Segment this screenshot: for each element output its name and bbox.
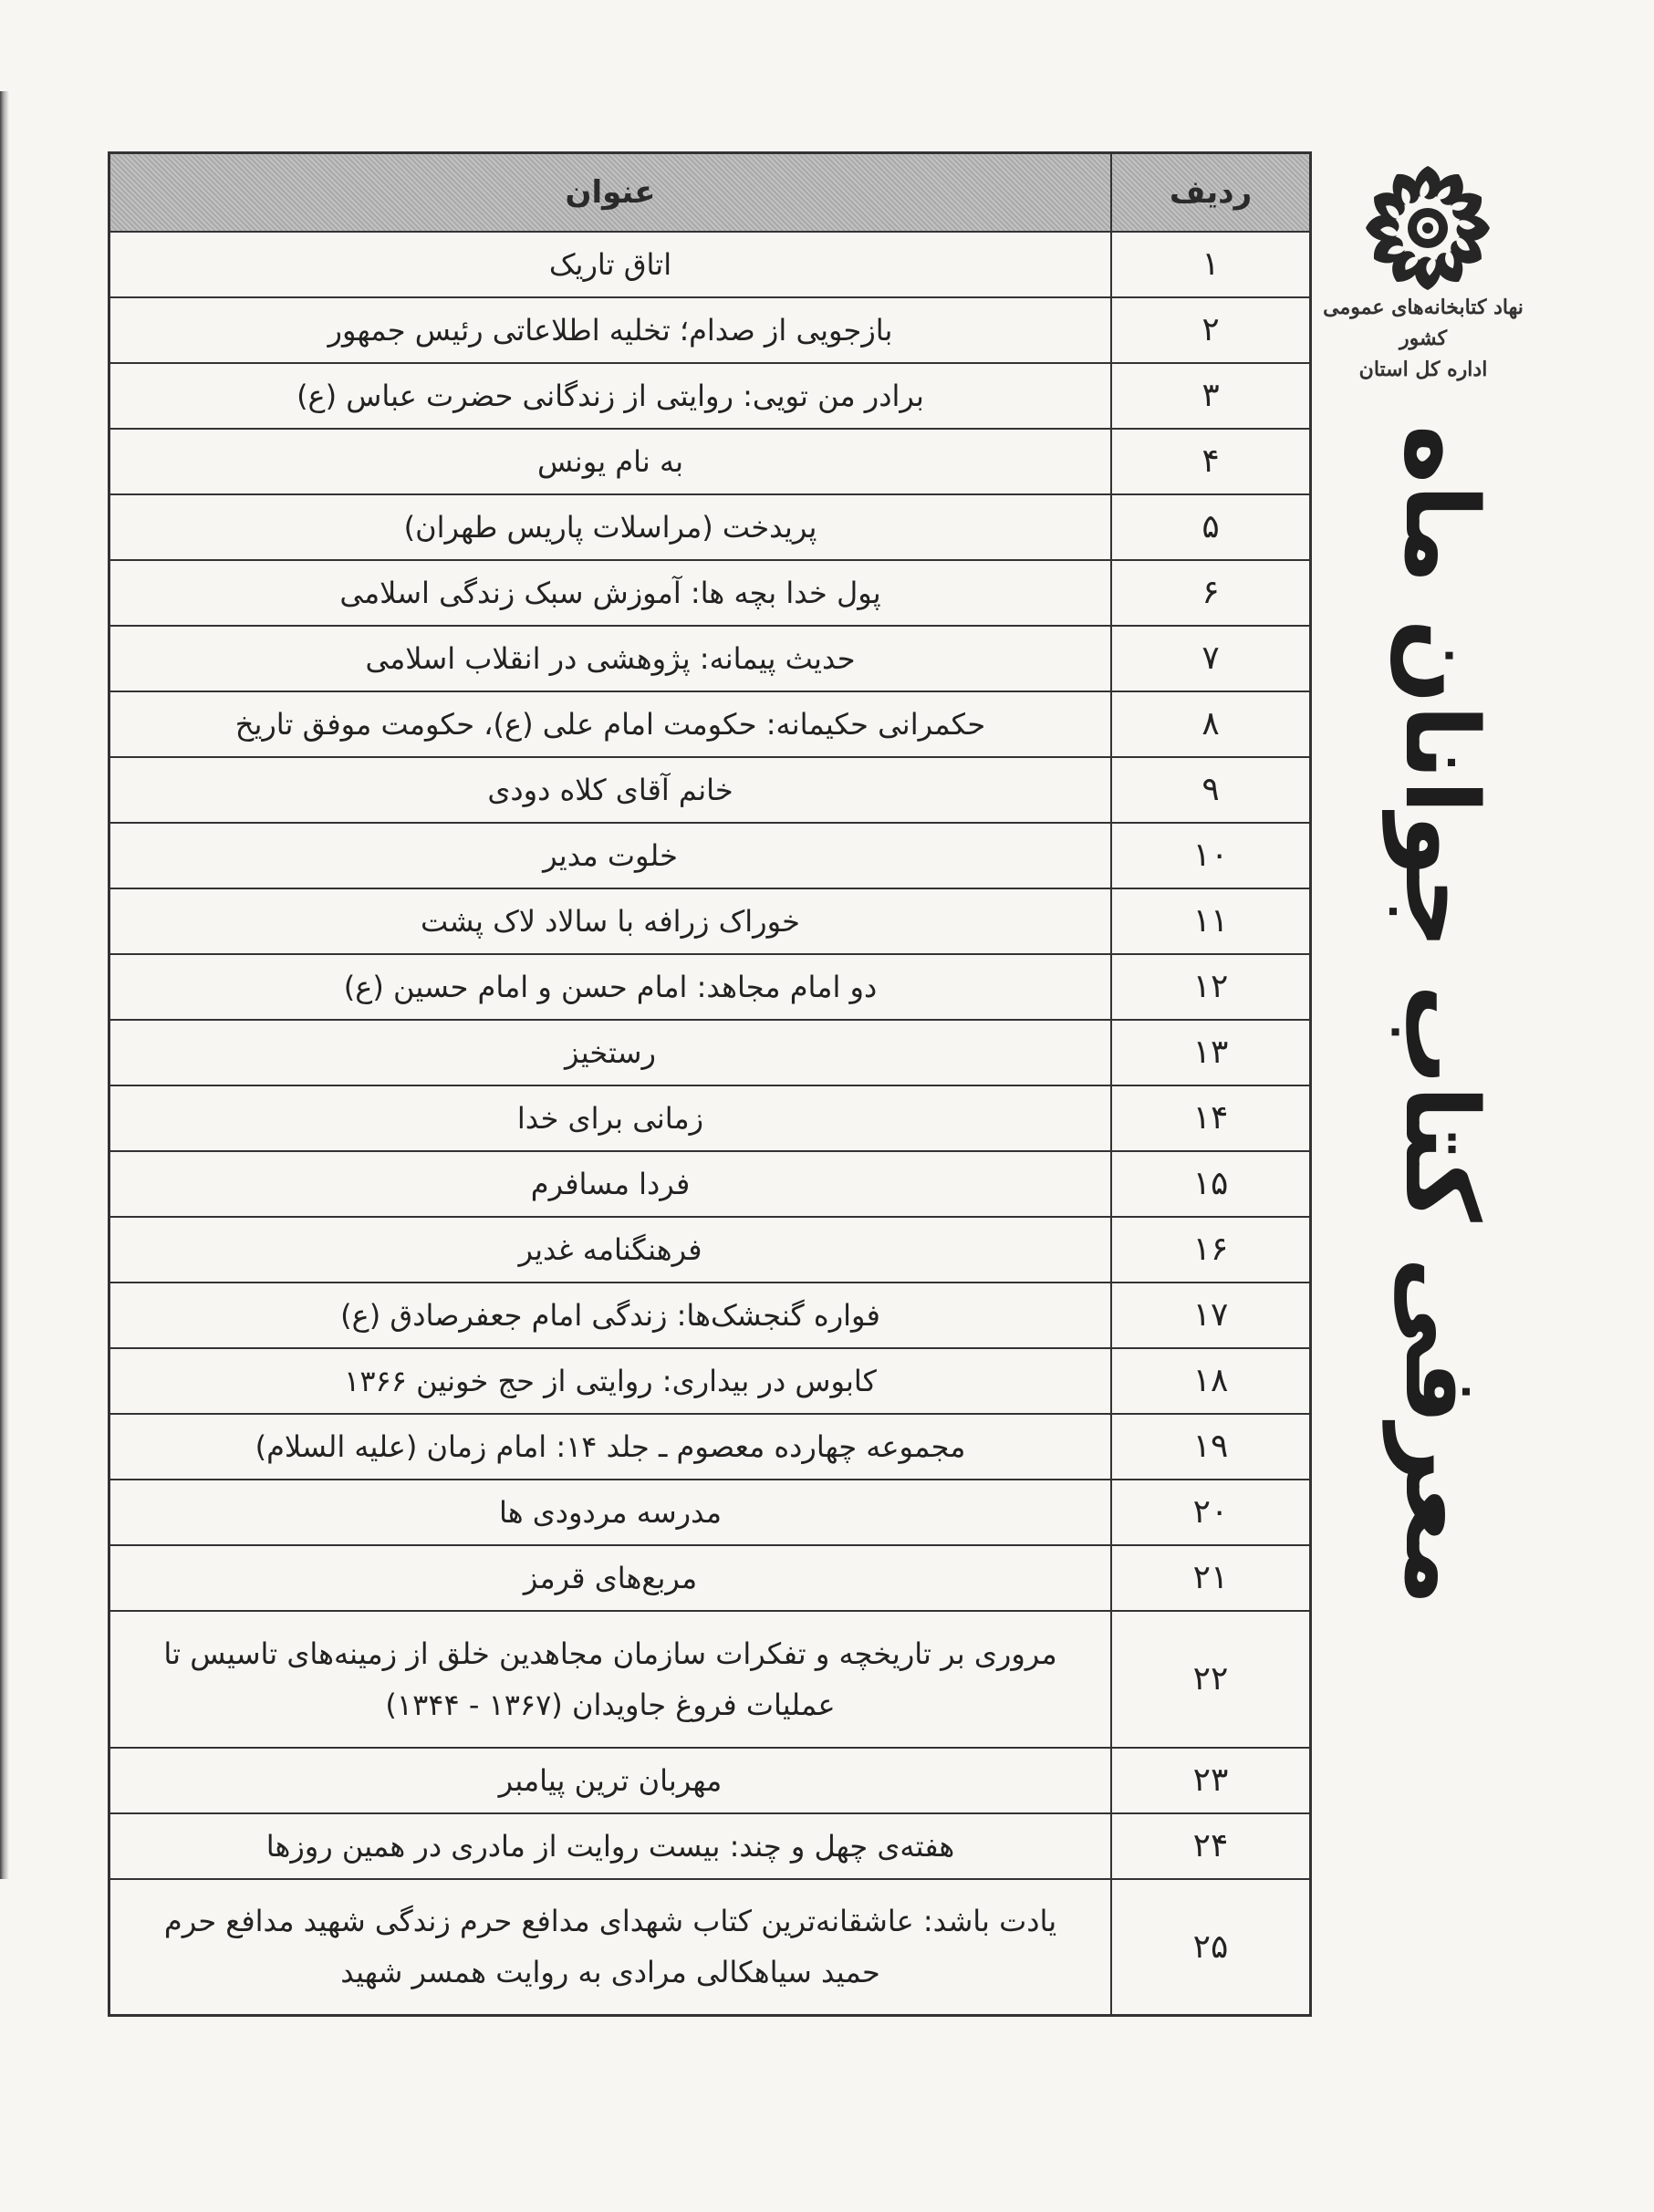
table-row	[109, 297, 1311, 363]
row-number: ۱۵	[1111, 1151, 1311, 1217]
row-number: ۲۱	[1111, 1545, 1311, 1611]
row-number: ۸	[1111, 691, 1311, 757]
row-number: ۱۲	[1111, 954, 1311, 1020]
column-header-row-number: ردیف	[1111, 153, 1311, 232]
row-number: ۲۵	[1111, 1879, 1311, 2016]
table-row	[109, 1217, 1311, 1283]
book-title: مهربان ترین پیامبر	[109, 1748, 1112, 1813]
book-title: خانم آقای کلاه دودی	[109, 757, 1112, 823]
organization-name: نهاد کتابخانه‌های عمومی کشور	[1323, 296, 1524, 350]
row-number: ۲	[1111, 297, 1311, 363]
row-number: ۱۳	[1111, 1020, 1311, 1085]
table-row	[109, 954, 1311, 1020]
book-title: حکمرانی حکیمانه: حکومت امام علی (ع)، حکومت موفق تاریخ	[109, 691, 1112, 757]
table-row	[109, 1348, 1311, 1414]
row-number: ۱۰	[1111, 823, 1311, 888]
table-row	[109, 823, 1311, 888]
table-row	[109, 1813, 1311, 1879]
table-row	[109, 1151, 1311, 1217]
table-row	[109, 560, 1311, 626]
row-number: ۱۶	[1111, 1217, 1311, 1283]
row-number: ۲۴	[1111, 1813, 1311, 1879]
table-row	[109, 1283, 1311, 1348]
book-title: فواره گنجشک‌ها: زندگی امام جعفرصادق (ع)	[109, 1283, 1112, 1348]
row-number: ۱۱	[1111, 888, 1311, 954]
book-title: زمانی برای خدا	[109, 1085, 1112, 1151]
table-body	[109, 232, 1311, 2016]
organization-caption	[1314, 292, 1533, 385]
book-title: پول خدا بچه ها: آموزش سبک زندگی اسلامی	[109, 560, 1112, 626]
row-number: ۹	[1111, 757, 1311, 823]
table-row	[109, 691, 1311, 757]
table-row	[109, 626, 1311, 691]
book-list-table	[108, 151, 1312, 2017]
book-title: برادر من تویی: روایتی از زندگانی حضرت عباس (ع)	[109, 363, 1112, 429]
table-row	[109, 888, 1311, 954]
book-title: رستخیز	[109, 1020, 1112, 1085]
table-header-row	[109, 153, 1311, 232]
table-row	[109, 232, 1311, 297]
scan-edge-shadow	[0, 91, 9, 1879]
table-row	[109, 1414, 1311, 1480]
table-row	[109, 1480, 1311, 1545]
row-number: ۳	[1111, 363, 1311, 429]
book-title: خلوت مدیر	[109, 823, 1112, 888]
row-number: ۲۲	[1111, 1611, 1311, 1748]
book-title: مجموعه چهارده معصوم ـ جلد ۱۴: امام زمان (علیه السلام)	[109, 1414, 1112, 1480]
table-row	[109, 1545, 1311, 1611]
row-number: ۴	[1111, 429, 1311, 494]
book-title: دو امام مجاهد: امام حسن و امام حسین (ع)	[109, 954, 1112, 1020]
book-title: حدیث پیمانه: پژوهشی در انقلاب اسلامی	[109, 626, 1112, 691]
book-title: یادت باشد: عاشقانه‌ترین کتاب شهدای مدافع حرم زندگی شهید مدافع حرم حمید سیاهکالی مرادی به روایت همسر شهید	[109, 1879, 1112, 2016]
column-header-title: عنوان	[109, 153, 1112, 232]
row-number: ۲۰	[1111, 1480, 1311, 1545]
row-number: ۱۷	[1111, 1283, 1311, 1348]
book-title: مربع‌های قرمز	[109, 1545, 1112, 1611]
book-title: خوراک زرافه با سالاد لاک پشت	[109, 888, 1112, 954]
table-row	[109, 1611, 1311, 1748]
row-number: ۱۹	[1111, 1414, 1311, 1480]
book-title: کابوس در بیداری: روایتی از حج خونین ۱۳۶۶	[109, 1348, 1112, 1414]
book-title: فرهنگنامه غدیر	[109, 1217, 1112, 1283]
table-row	[109, 1020, 1311, 1085]
table-row	[109, 1748, 1311, 1813]
organization-branch: اداره کل استان	[1358, 358, 1488, 381]
book-title: مروری بر تاریخچه و تفکرات سازمان مجاهدین خلق از زمینه‌های تاسیس تا عملیات فروغ جاویدان (۱۳۶۷ - ۱۳۴۴)	[109, 1611, 1112, 1748]
table-row	[109, 363, 1311, 429]
table-row	[109, 494, 1311, 560]
row-number: ۷	[1111, 626, 1311, 691]
table-row	[109, 757, 1311, 823]
row-number: ۵	[1111, 494, 1311, 560]
book-title: مدرسه مردودی ها	[109, 1480, 1112, 1545]
row-number: ۱۸	[1111, 1348, 1311, 1414]
row-number: ۲۳	[1111, 1748, 1311, 1813]
table-row	[109, 1085, 1311, 1151]
side-title: معرفی کتاب جوانان ماه	[1383, 424, 1500, 1605]
table-row	[109, 1879, 1311, 2016]
book-title: اتاق تاریک	[109, 232, 1112, 297]
book-title: به نام یونس	[109, 429, 1112, 494]
row-number: ۱۴	[1111, 1085, 1311, 1151]
row-number: ۶	[1111, 560, 1311, 626]
book-title: بازجویی از صدام؛ تخلیه اطلاعاتی رئیس جمهور	[109, 297, 1112, 363]
row-number: ۱	[1111, 232, 1311, 297]
table-row	[109, 429, 1311, 494]
book-title: فردا مسافرم	[109, 1151, 1112, 1217]
book-title: هفته‌ی چهل و چند: بیست روایت از مادری در همین روزها	[109, 1813, 1112, 1879]
book-title: پریدخت (مراسلات پاریس طهران)	[109, 494, 1112, 560]
